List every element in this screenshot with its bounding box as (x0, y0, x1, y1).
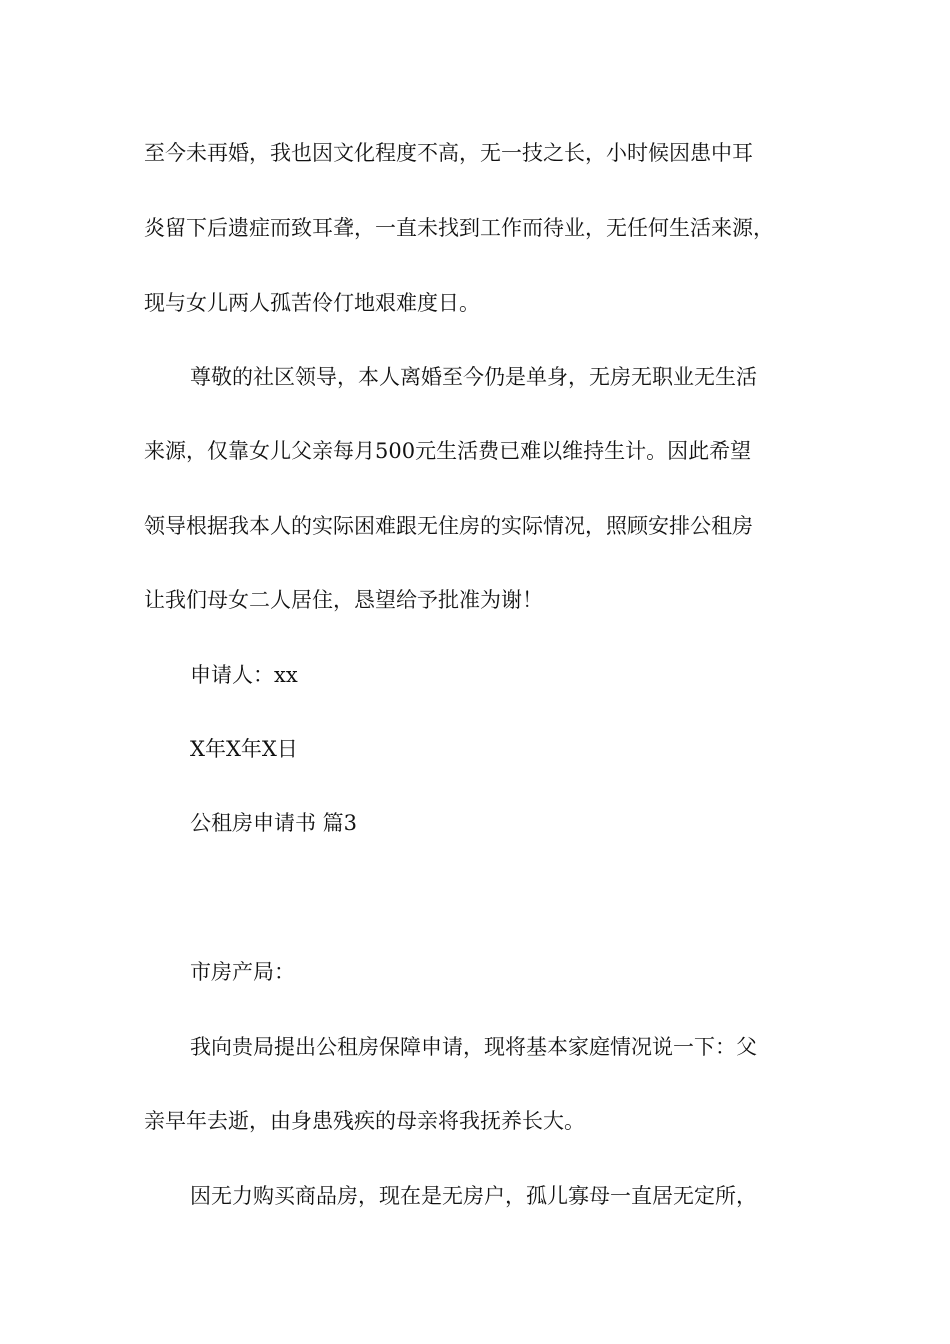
signature-date: X年X年X日 (190, 737, 298, 761)
paragraph-line: 现与女儿两人孤苦伶仃地艰难度日。 (144, 291, 480, 315)
salutation: 市房产局： (190, 960, 295, 984)
paragraph-line: 至今未再婚，我也因文化程度不高，无一技之长，小时候因患中耳 (144, 141, 753, 165)
paragraph-line: 让我们母女二人居住，恳望给予批准为谢！ (144, 588, 543, 612)
section-title: 公租房申请书 篇3 (190, 811, 358, 835)
paragraph-line: 来源，仅靠女儿父亲每月500元生活费已难以维持生计。因此希望 (144, 439, 752, 463)
paragraph-line: 我向贵局提出公租房保障申请，现将基本家庭情况说一下：父 (190, 1035, 757, 1059)
paragraph-line: 尊敬的社区领导，本人离婚至今仍是单身，无房无职业无生活 (190, 365, 757, 389)
paragraph-line: 炎留下后遗症而致耳聋，一直未找到工作而待业，无任何生活来源， (144, 216, 774, 240)
paragraph-line: 亲早年去逝，由身患残疾的母亲将我抚养长大。 (144, 1109, 585, 1133)
paragraph-line: 因无力购买商品房，现在是无房户，孤儿寡母一直居无定所， (190, 1184, 757, 1208)
paragraph-line: 领导根据我本人的实际困难跟无住房的实际情况，照顾安排公租房 (144, 514, 753, 538)
applicant-signature: 申请人：xx (190, 663, 298, 687)
